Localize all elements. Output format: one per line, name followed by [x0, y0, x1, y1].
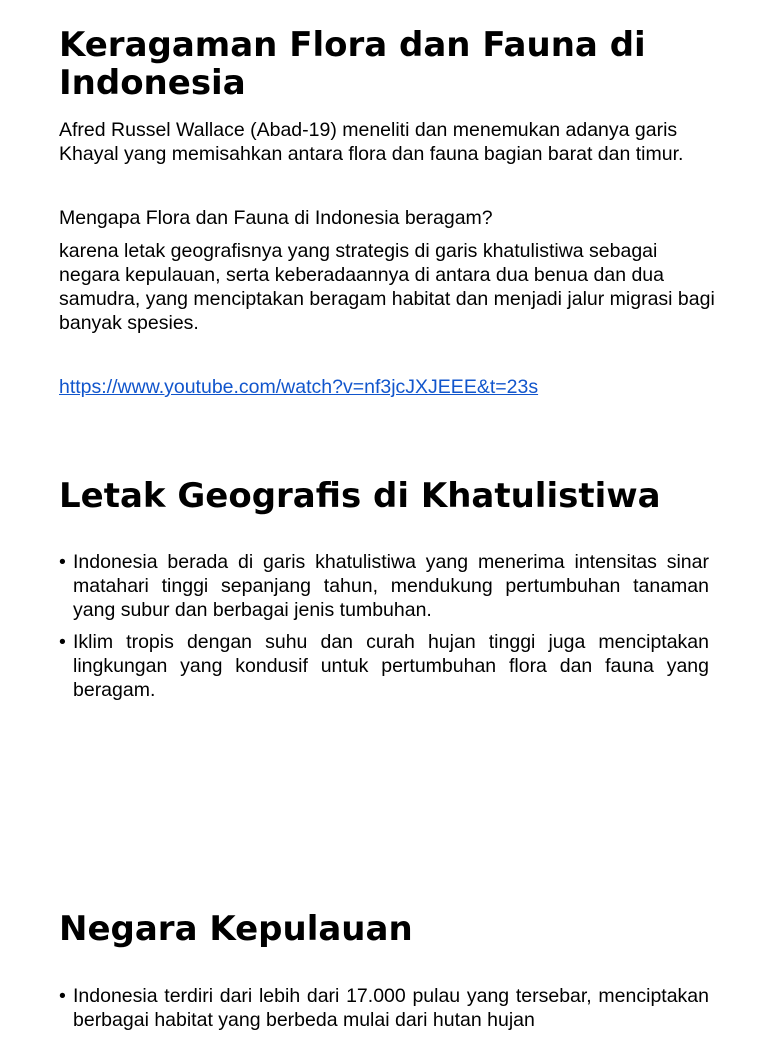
bullet-icon: • — [59, 551, 66, 573]
list-item-text: Indonesia terdiri dari lebih dari 17.000 pulau yang tersebar, menciptakan berbagai habitat yang berbeda mulai dari hutan hujan — [73, 985, 709, 1031]
list-item-text: Indonesia berada di garis khatulistiwa yang menerima intensitas sinar matahari tinggi sepanjang tahun, mendukung pertumbuhan tanaman yang subur dan berbagai jenis tumbuhan. — [73, 551, 709, 621]
list-item — [59, 984, 709, 1032]
bullet-icon: • — [59, 631, 66, 653]
youtube-link[interactable]: https://www.youtube.com/watch?v=nf3jcJXJEEE&t=23s — [59, 376, 539, 398]
list-item — [59, 550, 709, 622]
intro-paragraph: Afred Russel Wallace (Abad-19) meneliti dan menemukan adanya garis Khayal yang memisahkan antara flora dan fauna bagian barat dan timur. — [59, 119, 684, 165]
answer-paragraph: karena letak geografisnya yang strategis di garis khatulistiwa sebagai negara kepulauan, serta keberadaannya di antara dua benua dan dua samudra, yang menciptakan beragam habitat dan menjadi jalur migrasi bagi banyak spesies. — [59, 240, 715, 334]
list-item — [59, 630, 709, 702]
geografis-bullet-list — [59, 550, 709, 710]
section-title-letak-geografis: Letak Geografis di Khatulistiwa — [59, 476, 661, 516]
list-item-text: Iklim tropis dengan suhu dan curah hujan tinggi juga menciptakan lingkungan yang kondusif untuk pertumbuhan flora dan fauna yang beragam. — [73, 631, 709, 701]
bullet-icon: • — [59, 985, 66, 1007]
question-paragraph: Mengapa Flora dan Fauna di Indonesia beragam? — [59, 207, 493, 229]
kepulauan-bullet-list — [59, 984, 709, 1040]
section-title-negara-kepulauan: Negara Kepulauan — [59, 909, 413, 949]
section-title-keragaman: Keragaman Flora dan Fauna di Indonesia — [59, 25, 646, 103]
video-link-paragraph — [59, 375, 719, 399]
